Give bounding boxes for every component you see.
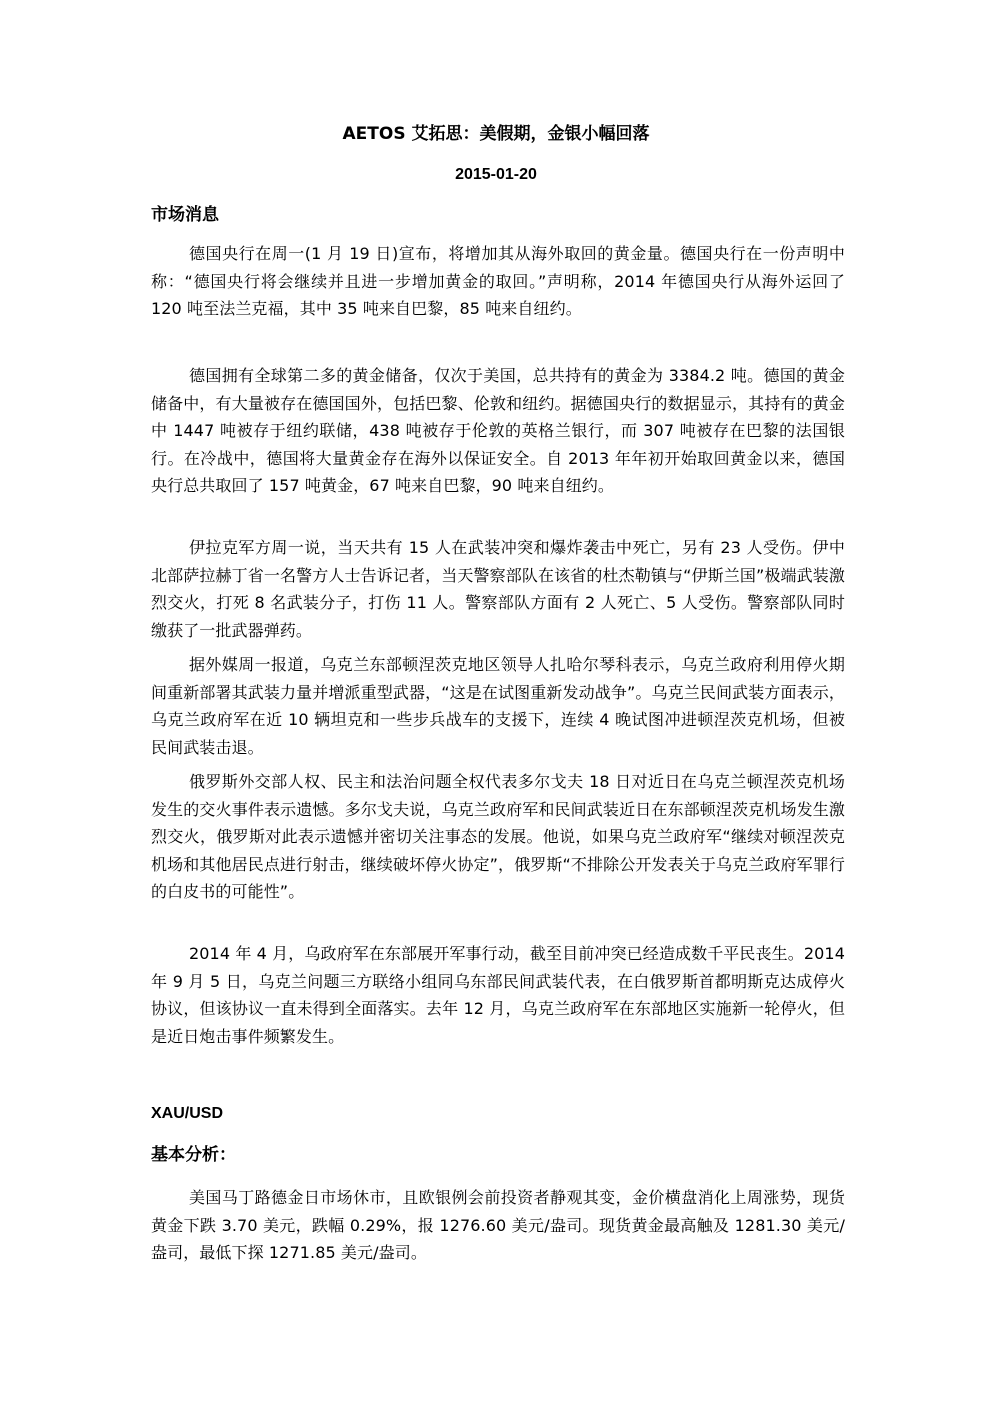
- document-title: AETOS 艾拓思：美假期，金银小幅回落: [342, 124, 650, 144]
- paragraph-german-gold-reserves: 德国拥有全球第二多的黄金储备，仅次于美国，总共持有的黄金为 3384.2 吨。德国的黄金储备中，有大量被存在德国国外，包括巴黎、伦敦和纽约。据德国央行的数据显示，其持有的黄金中 1447 吨被存于纽约联储，438 吨被存于伦敦的英格兰银行，而 307 吨被存在巴黎的法国银行。在冷战中，德国将大量黄金存在海外以保证安全。自 2013 年年初开始取回黄金以来，德国央行总共取回了 157 吨黄金，67 吨来自巴黎，90 吨来自纽约。: [151, 366, 845, 495]
- paragraph-russia-foreign-ministry: 俄罗斯外交部人权、民主和法治问题全权代表多尔戈夫 18 日对近日在乌克兰顿涅茨克机场发生的交火事件表示遗憾。多尔戈夫说，乌克兰政府军和民间武装近日在东部顿涅茨克机场发生激烈交火，俄罗斯对此表示遗憾并密切关注事态的发展。他说，如果乌克兰政府军“继续对顿涅茨克机场和其他居民点进行射击，继续破坏停火协定”，俄罗斯“不排除公开发表关于乌克兰政府军罪行的白皮书的可能性”。: [151, 772, 845, 901]
- section-heading-market-news: 市场消息: [151, 205, 219, 225]
- document-date: 2015-01-20: [455, 166, 537, 183]
- paragraph-gold-price: 美国马丁路德金日市场休市，且欧银例会前投资者静观其变，金价横盘消化上周涨势，现货黄金下跌 3.70 美元，跌幅 0.29%，报 1276.60 美元/盎司。现货黄金最高触及 1281.30 美元/盎司，最低下探 1271.85 美元/盎司。: [151, 1188, 845, 1262]
- section-heading-fundamental-analysis: 基本分析：: [151, 1145, 236, 1165]
- paragraph-ukraine-ceasefire: 2014 年 4 月，乌政府军在东部展开军事行动，截至目前冲突已经造成数千平民丧生。2014 年 9 月 5 日，乌克兰问题三方联络小组同乌东部民间武装代表，在白俄罗斯首都明斯克达成停火协议，但该协议一直未得到全面落实。去年 12 月，乌克兰政府军在东部地区实施新一轮停火，但是近日炮击事件频繁发生。: [151, 944, 845, 1046]
- section-heading-xau-usd: XAU/USD: [151, 1105, 224, 1122]
- paragraph-ukraine-east: 据外媒周一报道，乌克兰东部顿涅茨克地区领导人扎哈尔琴科表示，乌克兰政府利用停火期间重新部署其武装力量并增派重型武器，“这是在试图重新发动战争”。乌克兰民间武装方面表示，乌克兰政府军在近 10 辆坦克和一些步兵战车的支援下，连续 4 晚试图冲进顿涅茨克机场，但被民间武装击退。: [151, 655, 845, 757]
- paragraph-german-central-bank: 德国央行在周一(1 月 19 日)宣布，将增加其从海外取回的黄金量。德国央行在一份声明中称：“德国央行将会继续并且进一步增加黄金的取回。”声明称，2014 年德国央行从海外运回了 120 吨至法兰克福，其中 35 吨来自巴黎，85 吨来自纽约。: [151, 244, 845, 318]
- paragraph-iraq-military: 伊拉克军方周一说，当天共有 15 人在武装冲突和爆炸袭击中死亡，另有 23 人受伤。伊中北部萨拉赫丁省一名警方人士告诉记者，当天警察部队在该省的杜杰勒镇与“伊斯兰国”极端武装激烈交火，打死 8 名武装分子，打伤 11 人。警察部队方面有 2 人死亡、5 人受伤。警察部队同时缴获了一批武器弹药。: [151, 538, 845, 640]
